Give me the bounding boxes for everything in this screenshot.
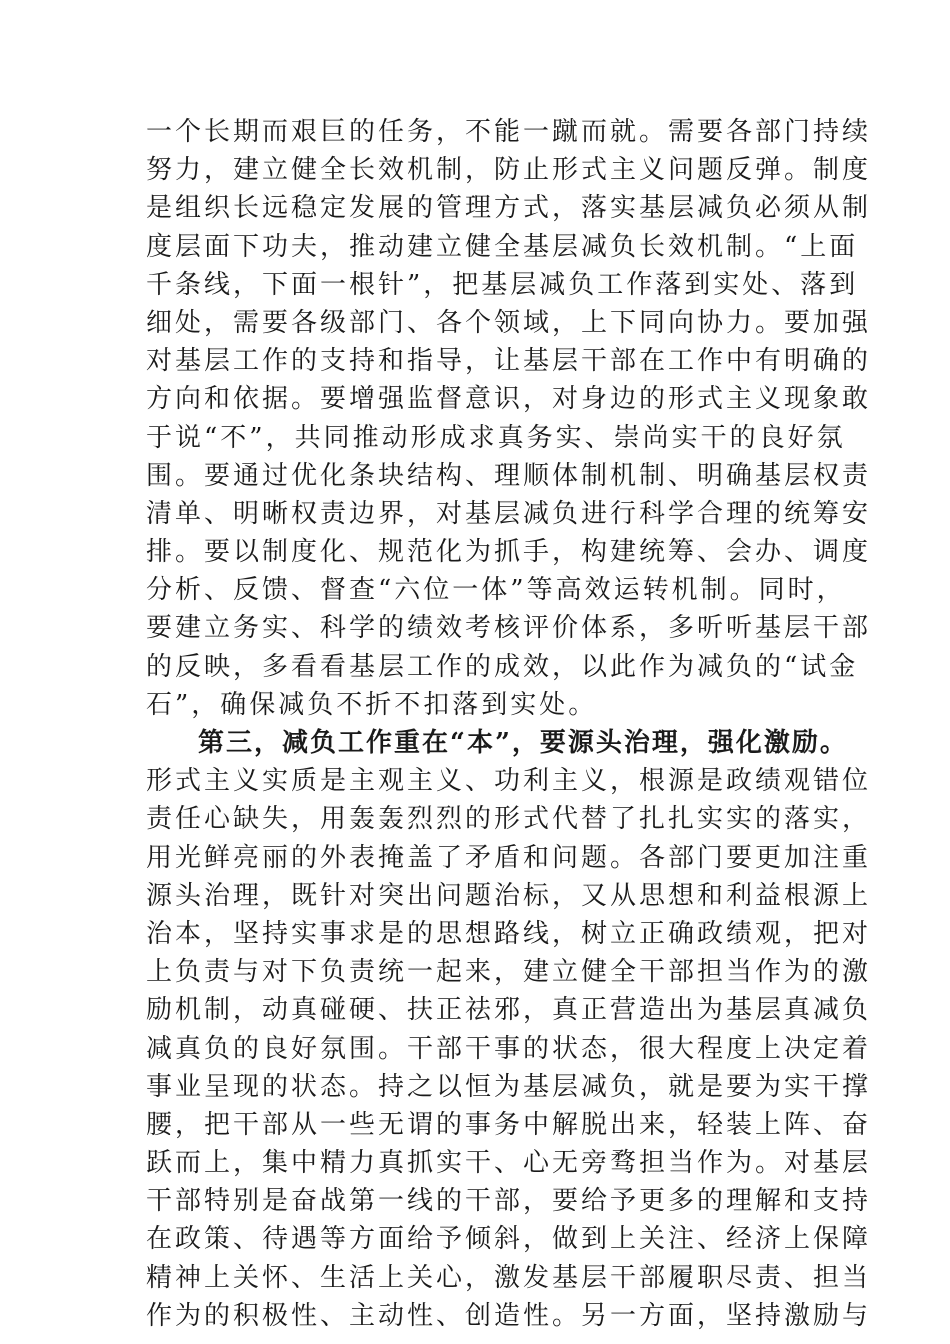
text-line: 方向和依据。要增强监督意识，对身边的形式主义现象敢 (146, 384, 872, 415)
text-line: 千条线，下面一根针”，把基层减负工作落到实处、落到 (146, 269, 859, 300)
text-line: 对基层工作的支持和指导，让基层干部在工作中有明确的 (146, 346, 872, 377)
text-line: 努力，建立健全长效机制，防止形式主义问题反弹。制度 (146, 155, 872, 186)
text-line: 石”，确保减负不折不扣落到实处。 (146, 689, 598, 720)
text-line: 上负责与对下负责统一起来，建立健全干部担当作为的激 (146, 957, 872, 988)
text-line: 用光鲜亮丽的外表掩盖了矛盾和问题。各部门要更加注重 (146, 842, 872, 873)
section-heading: 第三，减负工作重在“本”，要源头治理，强化激励。 (198, 728, 848, 758)
text-line: 于说“不”，共同推动形成求真务实、崇尚实干的良好氛 (146, 422, 846, 453)
text-line: 细处，需要各级部门、各个领域，上下同向协力。要加强 (146, 307, 872, 338)
text-line: 治本，坚持实事求是的思想路线，树立正确政绩观，把对 (146, 918, 872, 949)
text-line: 励机制，动真碰硬、扶正祛邪，真正营造出为基层真减负 (146, 995, 872, 1026)
text-line: 精神上关怀、生活上关心，激发基层干部履职尽责、担当 (146, 1262, 872, 1293)
text-line: 形式主义实质是主观主义、功利主义，根源是政绩观错位 (146, 766, 872, 797)
body-text (146, 113, 872, 1335)
text-line: 的反映，多看看基层工作的成效，以此作为减负的“试金 (146, 651, 859, 682)
text-line: 在政策、待遇等方面给予倾斜，做到上关注、经济上保障 (146, 1224, 872, 1255)
text-line: 减真负的良好氛围。干部干事的状态，很大程度上决定着 (146, 1033, 872, 1064)
text-line: 分析、反馈、督查“六位一体”等高效运转机制。同时， (146, 575, 846, 606)
text-line: 腰，把干部从一些无谓的事务中解脱出来，轻装上阵、奋 (146, 1109, 872, 1140)
text-line: 是组织长远稳定发展的管理方式，落实基层减负必须从制 (146, 193, 872, 224)
text-line: 清单、明晰权责边界，对基层减负进行科学合理的统筹安 (146, 498, 872, 529)
text-line: 干部特别是奋战第一线的干部，要给予更多的理解和支持 (146, 1186, 872, 1217)
text-line: 源头治理，既针对突出问题治标，又从思想和利益根源上 (146, 880, 872, 911)
text-line: 要建立务实、科学的绩效考核评价体系，多听听基层干部 (146, 613, 872, 644)
text-line: 事业呈现的状态。持之以恒为基层减负，就是要为实干撑 (146, 1071, 872, 1102)
text-line: 一个长期而艰巨的任务，不能一蹴而就。需要各部门持续 (146, 117, 872, 147)
text-line: 作为的积极性、主动性、创造性。另一方面，坚持激励与 (146, 1300, 872, 1331)
text-line: 责任心缺失，用轰轰烈烈的形式代替了扎扎实实的落实， (146, 804, 872, 835)
text-line: 度层面下功夫，推动建立健全基层减负长效机制。“上面 (146, 231, 859, 262)
text-line: 排。要以制度化、规范化为抓手，构建统筹、会办、调度 (146, 537, 872, 568)
text-line: 围。要通过优化条块结构、理顺体制机制、明确基层权责 (146, 460, 872, 491)
text-line: 跃而上，集中精力真抓实干、心无旁骛担当作为。对基层 (146, 1148, 872, 1179)
